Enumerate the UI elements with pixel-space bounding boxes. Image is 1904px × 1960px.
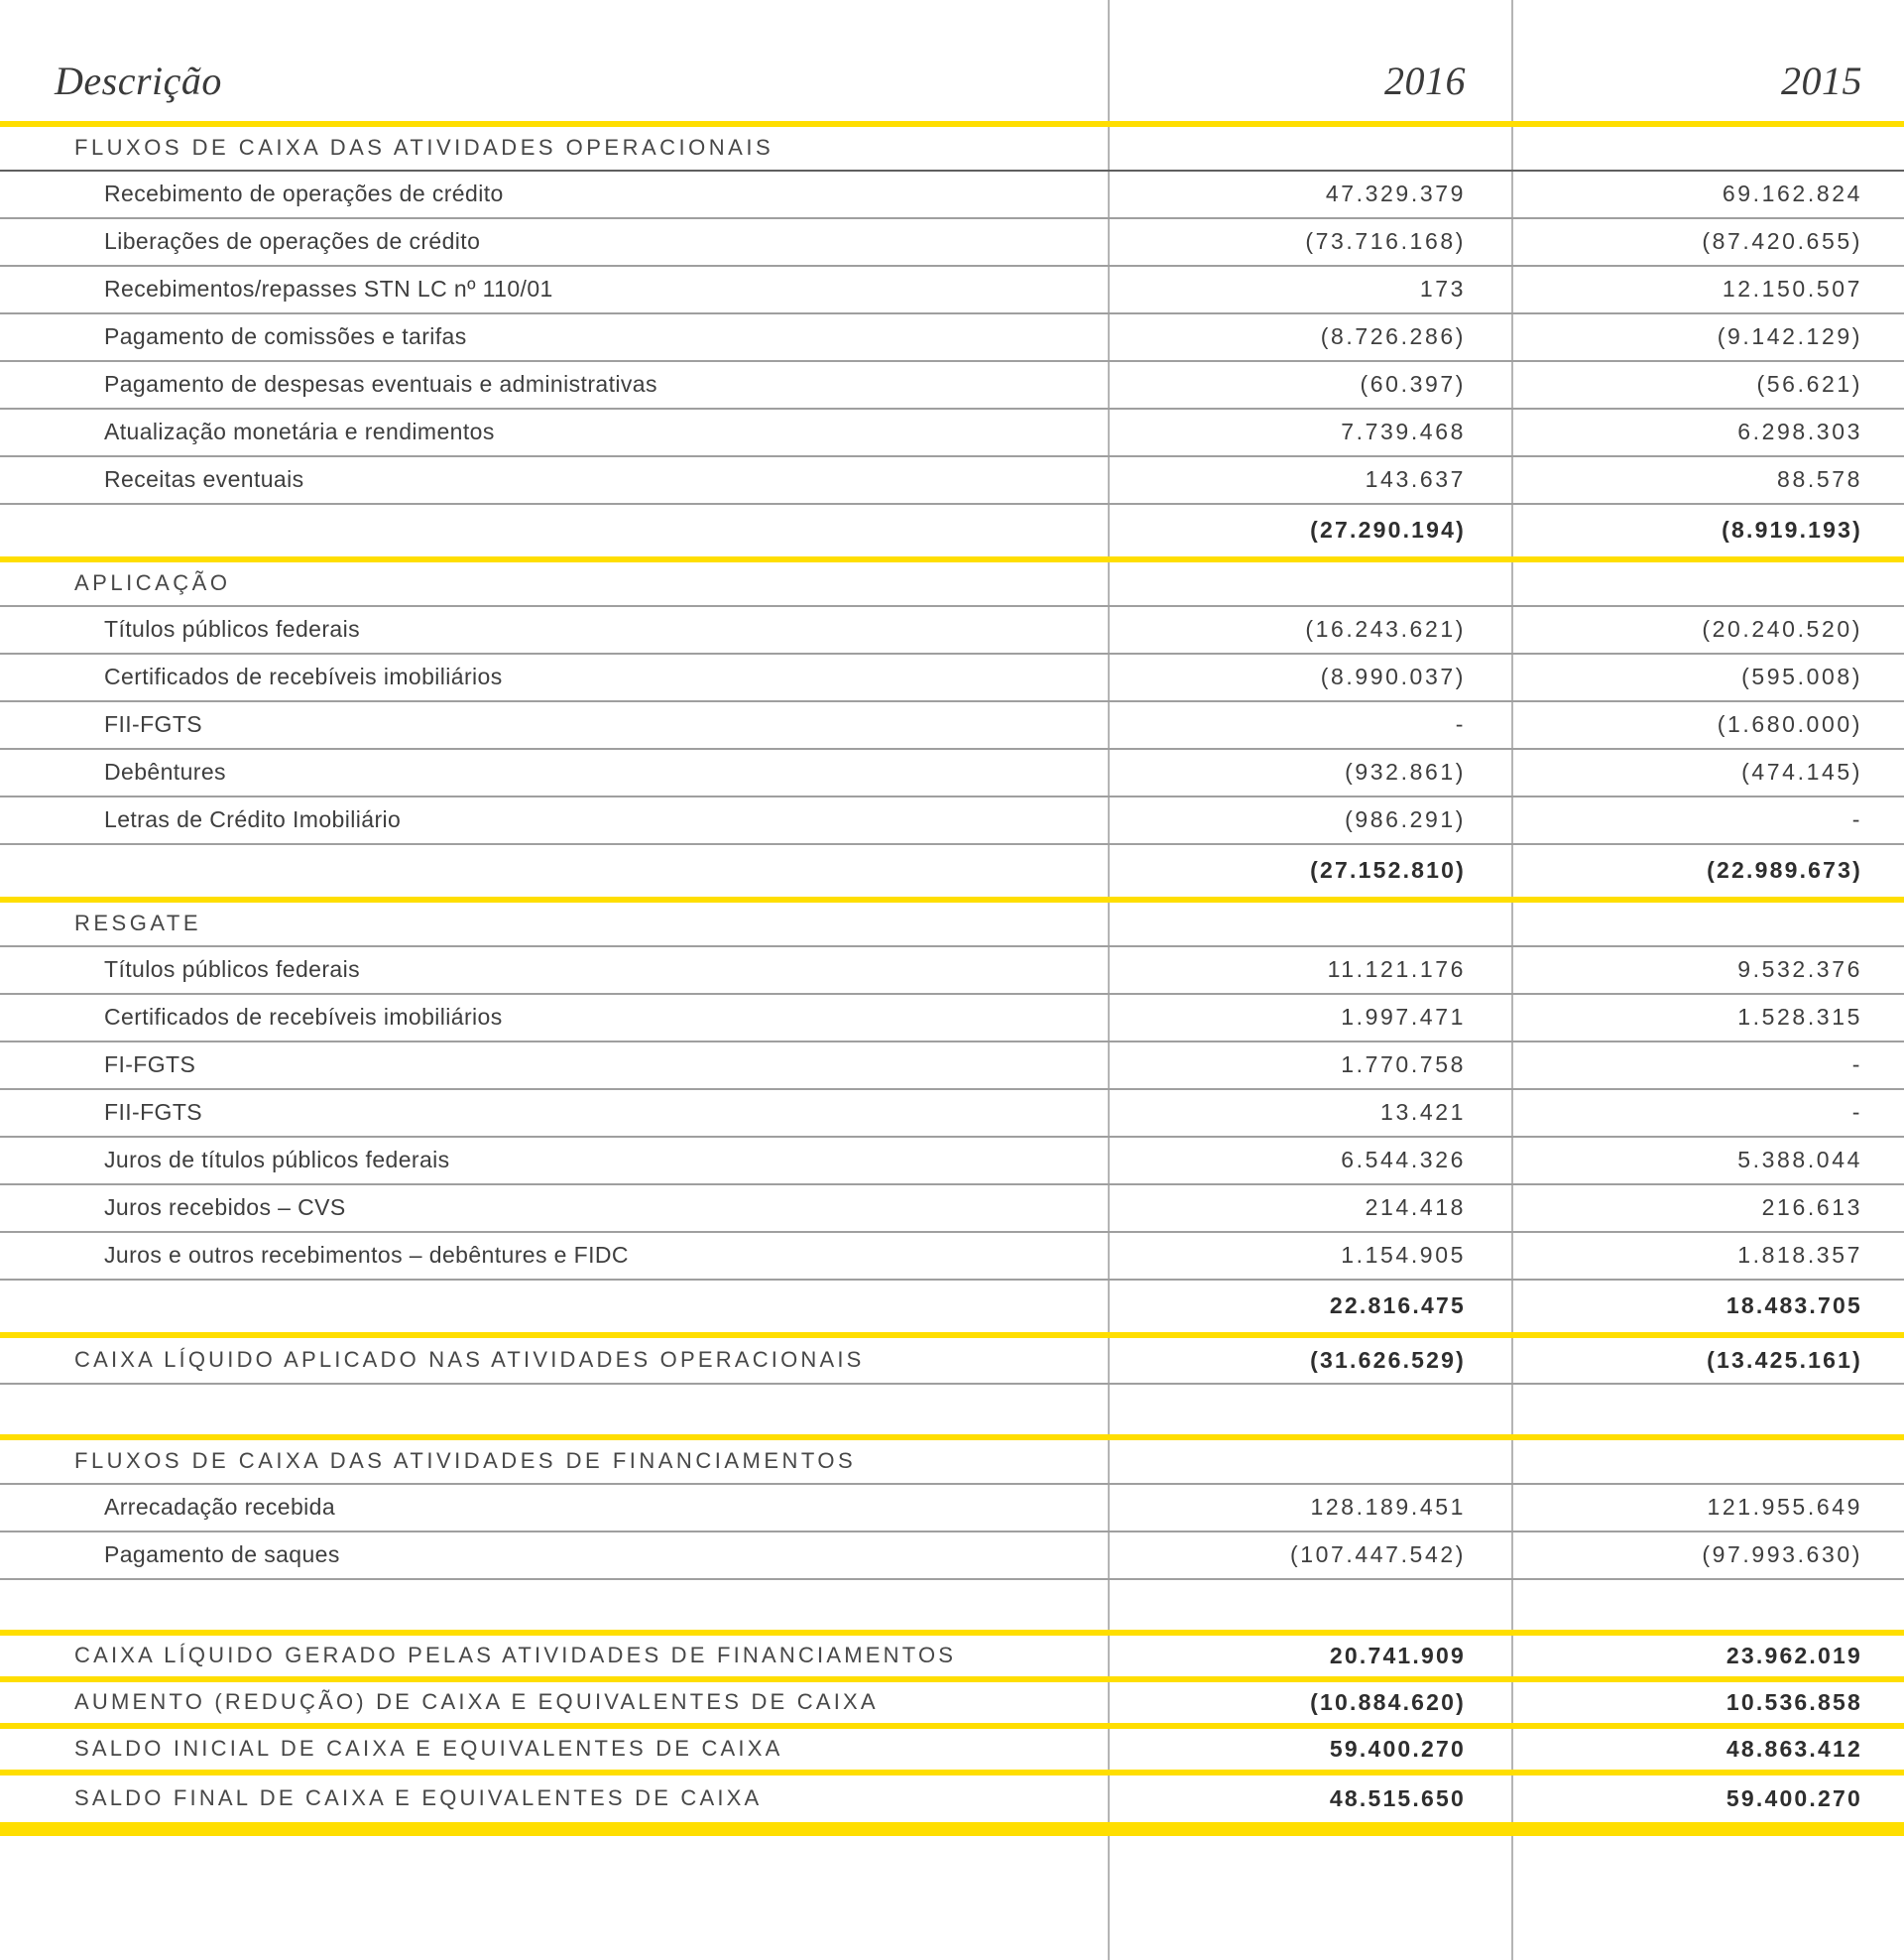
- row-value-2016: [1108, 562, 1511, 605]
- table-row: [0, 1532, 1904, 1580]
- row-label: Debêntures: [104, 759, 226, 786]
- bottom-accent-bar: [0, 1822, 1904, 1836]
- column-header-year-2016: 2016: [1384, 59, 1466, 103]
- row-label: Títulos públicos federais: [104, 956, 361, 983]
- row-label: SALDO INICIAL DE CAIXA E EQUIVALENTES DE CAIXA: [74, 1736, 783, 1762]
- row-value-2016: [1108, 1385, 1511, 1434]
- row-value-2016: 59.400.270: [1329, 1735, 1466, 1762]
- subtotal-row: [0, 1281, 1904, 1338]
- row-label: Títulos públicos federais: [104, 616, 361, 643]
- row-label: APLICAÇÃO: [74, 570, 231, 596]
- table-row: [0, 702, 1904, 750]
- row-label: Recebimento de operações de crédito: [104, 181, 504, 207]
- table-row: [0, 1138, 1904, 1185]
- row-value-2015: (9.142.129): [1717, 323, 1862, 350]
- row-value-2016: [1108, 127, 1511, 170]
- row-value-2016: (31.626.529): [1310, 1346, 1466, 1373]
- row-label: SALDO FINAL DE CAIXA E EQUIVALENTES DE CAIXA: [74, 1785, 763, 1811]
- table-row: [0, 797, 1904, 845]
- row-value-2016: 13.421: [1380, 1099, 1466, 1126]
- table-row: [0, 1090, 1904, 1138]
- table-row: [0, 410, 1904, 457]
- row-value-2016: (8.726.286): [1320, 323, 1466, 350]
- row-label: [0, 505, 1108, 556]
- row-value-2015: (1.680.000): [1717, 711, 1862, 738]
- row-value-2015: 18.483.705: [1726, 1292, 1862, 1319]
- row-label: Recebimentos/repasses STN LC nº 110/01: [104, 276, 553, 303]
- row-label: AUMENTO (REDUÇÃO) DE CAIXA E EQUIVALENTES DE CAIXA: [74, 1689, 879, 1715]
- table-row: [0, 750, 1904, 797]
- total-row: [0, 1338, 1904, 1385]
- table-rows: [0, 127, 1904, 1822]
- row-value-2016: 11.121.176: [1327, 956, 1466, 983]
- row-label: Juros recebidos – CVS: [104, 1194, 346, 1221]
- table-row: [0, 172, 1904, 219]
- row-value-2015: (97.993.630): [1702, 1541, 1862, 1568]
- row-value-2015: 48.863.412: [1726, 1735, 1862, 1762]
- table-row: [0, 267, 1904, 314]
- table-row: [0, 1233, 1904, 1281]
- row-value-2016: (73.716.168): [1305, 228, 1466, 255]
- row-label: Receitas eventuais: [104, 466, 304, 493]
- row-value-2016: 1.154.905: [1341, 1242, 1466, 1269]
- row-value-2016: (986.291): [1345, 806, 1466, 833]
- total-row: [0, 1682, 1904, 1729]
- table-row: [0, 362, 1904, 410]
- row-value-2015: 10.536.858: [1726, 1688, 1862, 1715]
- row-value-2016: (10.884.620): [1310, 1688, 1466, 1715]
- row-value-2015: 88.578: [1777, 466, 1862, 493]
- row-label: [0, 1385, 1108, 1434]
- section-header-row: [0, 127, 1904, 172]
- row-value-2016: 173: [1419, 276, 1466, 303]
- row-label: [0, 845, 1108, 897]
- row-value-2015: 23.962.019: [1726, 1642, 1862, 1668]
- spacer-row: [0, 1385, 1904, 1440]
- row-label: CAIXA LÍQUIDO GERADO PELAS ATIVIDADES DE FINANCIAMENTOS: [74, 1643, 957, 1668]
- row-value-2016: (27.290.194): [1310, 517, 1466, 544]
- row-value-2015: (8.919.193): [1722, 517, 1862, 544]
- row-value-2015: (595.008): [1741, 664, 1862, 690]
- row-value-2016: (60.397): [1360, 371, 1466, 398]
- row-value-2016: 48.515.650: [1329, 1784, 1466, 1811]
- row-label: Certificados de recebíveis imobiliários: [104, 1004, 503, 1031]
- subtotal-row: [0, 845, 1904, 903]
- total-row: [0, 1729, 1904, 1776]
- column-header-description: Descrição: [55, 59, 222, 103]
- row-value-2016: 143.637: [1365, 466, 1466, 493]
- row-value-2015: 1.818.357: [1737, 1242, 1862, 1269]
- table-row: [0, 995, 1904, 1042]
- row-value-2016: 1.997.471: [1341, 1004, 1466, 1031]
- table-row: [0, 219, 1904, 267]
- row-value-2016: (27.152.810): [1310, 857, 1466, 884]
- row-value-2016: 128.189.451: [1310, 1494, 1466, 1521]
- row-value-2015: 12.150.507: [1722, 276, 1862, 303]
- row-label: Certificados de recebíveis imobiliários: [104, 664, 503, 690]
- row-value-2016: [1108, 1580, 1511, 1630]
- row-value-2015: [1511, 1440, 1904, 1483]
- total-row: [0, 1636, 1904, 1682]
- table-header-row: [0, 0, 1904, 127]
- table-row: [0, 947, 1904, 995]
- row-value-2016: 1.770.758: [1341, 1051, 1466, 1078]
- section-header-row: [0, 903, 1904, 947]
- row-value-2016: 22.816.475: [1329, 1292, 1466, 1319]
- row-value-2015: (87.420.655): [1702, 228, 1862, 255]
- table-row: [0, 1185, 1904, 1233]
- row-label: Arrecadação recebida: [104, 1494, 336, 1521]
- row-value-2015: -: [1851, 806, 1862, 833]
- table-row: [0, 1485, 1904, 1532]
- row-label: FLUXOS DE CAIXA DAS ATIVIDADES OPERACIONAIS: [74, 135, 774, 161]
- row-label: CAIXA LÍQUIDO APLICADO NAS ATIVIDADES OPERACIONAIS: [74, 1347, 865, 1373]
- row-value-2015: (20.240.520): [1702, 616, 1862, 643]
- subtotal-row: [0, 505, 1904, 562]
- row-value-2015: 5.388.044: [1737, 1147, 1862, 1173]
- row-value-2015: [1511, 127, 1904, 170]
- row-value-2015: 216.613: [1761, 1194, 1862, 1221]
- row-value-2015: (56.621): [1756, 371, 1862, 398]
- column-header-year-2015: 2015: [1781, 59, 1862, 103]
- row-label: FII-FGTS: [104, 1099, 203, 1126]
- row-label: FII-FGTS: [104, 711, 203, 738]
- row-label: [0, 1580, 1108, 1630]
- row-value-2015: [1511, 562, 1904, 605]
- row-label: Atualização monetária e rendimentos: [104, 419, 495, 445]
- row-label: Juros de títulos públicos federais: [104, 1147, 450, 1173]
- row-label: FLUXOS DE CAIXA DAS ATIVIDADES DE FINANCIAMENTOS: [74, 1448, 857, 1474]
- table-row: [0, 655, 1904, 702]
- row-value-2015: [1511, 1385, 1904, 1434]
- row-value-2016: (107.447.542): [1289, 1541, 1466, 1568]
- row-value-2016: 6.544.326: [1341, 1147, 1466, 1173]
- table-row: [0, 457, 1904, 505]
- row-value-2016: [1108, 903, 1511, 945]
- row-value-2015: 1.528.315: [1737, 1004, 1862, 1031]
- section-header-row: [0, 562, 1904, 607]
- total-row: [0, 1776, 1904, 1822]
- row-value-2016: (932.861): [1345, 759, 1466, 786]
- row-value-2016: 20.741.909: [1329, 1642, 1466, 1668]
- row-label: RESGATE: [74, 911, 202, 936]
- row-label: Pagamento de comissões e tarifas: [104, 323, 467, 350]
- row-value-2016: 214.418: [1365, 1194, 1466, 1221]
- row-label: Pagamento de despesas eventuais e administrativas: [104, 371, 657, 398]
- row-value-2016: 47.329.379: [1325, 181, 1466, 207]
- spacer-row: [0, 1580, 1904, 1636]
- row-value-2015: (474.145): [1741, 759, 1862, 786]
- row-value-2015: -: [1851, 1051, 1862, 1078]
- row-value-2016: [1108, 1440, 1511, 1483]
- row-label: Letras de Crédito Imobiliário: [104, 806, 402, 833]
- table-row: [0, 1042, 1904, 1090]
- row-label: [0, 1281, 1108, 1332]
- row-label: Liberações de operações de crédito: [104, 228, 481, 255]
- row-value-2016: (8.990.037): [1320, 664, 1466, 690]
- section-header-row: [0, 1440, 1904, 1485]
- row-value-2015: (22.989.673): [1707, 857, 1862, 884]
- row-label: Juros e outros recebimentos – debêntures e FIDC: [104, 1242, 629, 1269]
- table-row: [0, 314, 1904, 362]
- row-value-2016: 7.739.468: [1341, 419, 1466, 445]
- row-value-2016: -: [1455, 711, 1466, 738]
- row-value-2015: 121.955.649: [1707, 1494, 1862, 1521]
- row-value-2015: -: [1851, 1099, 1862, 1126]
- row-value-2015: (13.425.161): [1707, 1346, 1862, 1373]
- row-value-2015: 69.162.824: [1722, 181, 1862, 207]
- row-value-2015: [1511, 903, 1904, 945]
- row-value-2015: [1511, 1580, 1904, 1630]
- row-value-2015: 6.298.303: [1737, 419, 1862, 445]
- row-value-2015: 9.532.376: [1737, 956, 1862, 983]
- table-row: [0, 607, 1904, 655]
- row-label: FI-FGTS: [104, 1051, 196, 1078]
- row-value-2015: 59.400.270: [1726, 1784, 1862, 1811]
- row-value-2016: (16.243.621): [1305, 616, 1466, 643]
- row-label: Pagamento de saques: [104, 1541, 340, 1568]
